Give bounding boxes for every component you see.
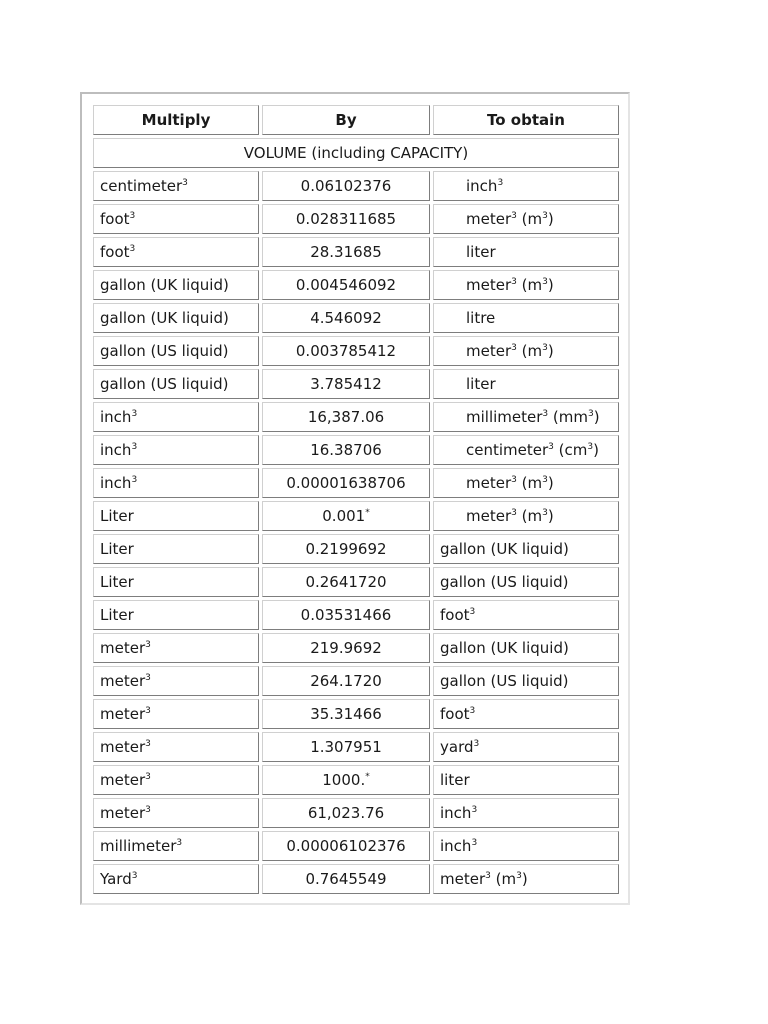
cell-to-obtain: centimeter$^3$ $(cm^3)$ [433,435,619,465]
cell-to-obtain: meter$^3$ $(m^3)$ [433,864,619,894]
cell-by: 0.00006102376 [262,831,430,861]
cell-multiply: meter$^3$ [93,732,259,762]
cell-to-obtain: foot$^3$ [433,600,619,630]
cell-by: 0.2199692 [262,534,430,564]
cell-by: 219.9692 [262,633,430,663]
table-row [93,468,619,498]
table-row [93,435,619,465]
table-row [93,864,619,894]
cell-by: 28.31685 [262,237,430,267]
cell-multiply: foot$^3$ [93,204,259,234]
cell-multiply: gallon (US liquid) [93,336,259,366]
cell-multiply: inch$^3$ [93,402,259,432]
cell-by: 264.1720 [262,666,430,696]
table-row [93,798,619,828]
table-row [93,732,619,762]
cell-by: 3.785412 [262,369,430,399]
cell-to-obtain: meter$^3$ $(m^3)$ [433,468,619,498]
cell-to-obtain: gallon (UK liquid) [433,534,619,564]
cell-to-obtain: inch$^3$ [433,171,619,201]
cell-multiply: Liter [93,600,259,630]
cell-to-obtain: meter$^3$ $(m^3)$ [433,270,619,300]
cell-by: 0.00001638706 [262,468,430,498]
table-row [93,567,619,597]
header-to-obtain: To obtain [433,105,619,135]
table-row [93,600,619,630]
cell-to-obtain: meter$^3$ $(m^3)$ [433,501,619,531]
cell-multiply: inch$^3$ [93,435,259,465]
cell-to-obtain: liter [433,369,619,399]
cell-to-obtain: inch$^3$ [433,831,619,861]
cell-by: 1.307951 [262,732,430,762]
cell-to-obtain: yard$^3$ [433,732,619,762]
cell-multiply: foot$^3$ [93,237,259,267]
cell-multiply: gallon (US liquid) [93,369,259,399]
section-row [93,138,619,168]
cell-multiply: meter$^3$ [93,633,259,663]
conversion-table-frame [80,92,630,905]
conversion-table [90,102,622,897]
cell-multiply: gallon (UK liquid) [93,270,259,300]
cell-multiply: Liter [93,534,259,564]
cell-to-obtain: liter [433,765,619,795]
cell-multiply: meter$^3$ [93,798,259,828]
cell-by: 35.31466 [262,699,430,729]
table-row [93,765,619,795]
cell-to-obtain: gallon (UK liquid) [433,633,619,663]
cell-multiply: gallon (UK liquid) [93,303,259,333]
cell-by: 16.38706 [262,435,430,465]
cell-by: 16,387.06 [262,402,430,432]
cell-to-obtain: litre [433,303,619,333]
cell-by: 61,023.76 [262,798,430,828]
table-row [93,303,619,333]
cell-by: 1000.* [262,765,430,795]
table-row [93,699,619,729]
cell-by: 0.004546092 [262,270,430,300]
cell-to-obtain: meter$^3$ $(m^3)$ [433,204,619,234]
cell-by: 0.001* [262,501,430,531]
cell-multiply: centimeter$^3$ [93,171,259,201]
cell-multiply: millimeter$^3$ [93,831,259,861]
cell-to-obtain: gallon (US liquid) [433,666,619,696]
cell-by: 0.7645549 [262,864,430,894]
table-row [93,336,619,366]
cell-multiply: inch$^3$ [93,468,259,498]
cell-to-obtain: gallon (US liquid) [433,567,619,597]
table-row [93,633,619,663]
header-row [93,105,619,135]
table-row [93,171,619,201]
cell-to-obtain: meter$^3$ $(m^3)$ [433,336,619,366]
cell-to-obtain: inch$^3$ [433,798,619,828]
cell-by: 0.06102376 [262,171,430,201]
header-multiply: Multiply [93,105,259,135]
cell-multiply: Liter [93,501,259,531]
cell-to-obtain: millimeter$^3$ $(mm^3)$ [433,402,619,432]
cell-by: 0.003785412 [262,336,430,366]
cell-multiply: Liter [93,567,259,597]
cell-by: 0.03531466 [262,600,430,630]
header-by: By [262,105,430,135]
table-row [93,204,619,234]
table-row [93,402,619,432]
table-row [93,237,619,267]
section-title: VOLUME (including CAPACITY) [93,138,619,168]
cell-to-obtain: liter [433,237,619,267]
table-row [93,369,619,399]
cell-multiply: meter$^3$ [93,699,259,729]
cell-by: 0.028311685 [262,204,430,234]
cell-by: 0.2641720 [262,567,430,597]
cell-by: 4.546092 [262,303,430,333]
cell-to-obtain: foot$^3$ [433,699,619,729]
table-row [93,831,619,861]
cell-multiply: Yard$^3$ [93,864,259,894]
table-row [93,501,619,531]
cell-multiply: meter$^3$ [93,666,259,696]
cell-multiply: meter$^3$ [93,765,259,795]
table-row [93,534,619,564]
table-row [93,270,619,300]
table-row [93,666,619,696]
